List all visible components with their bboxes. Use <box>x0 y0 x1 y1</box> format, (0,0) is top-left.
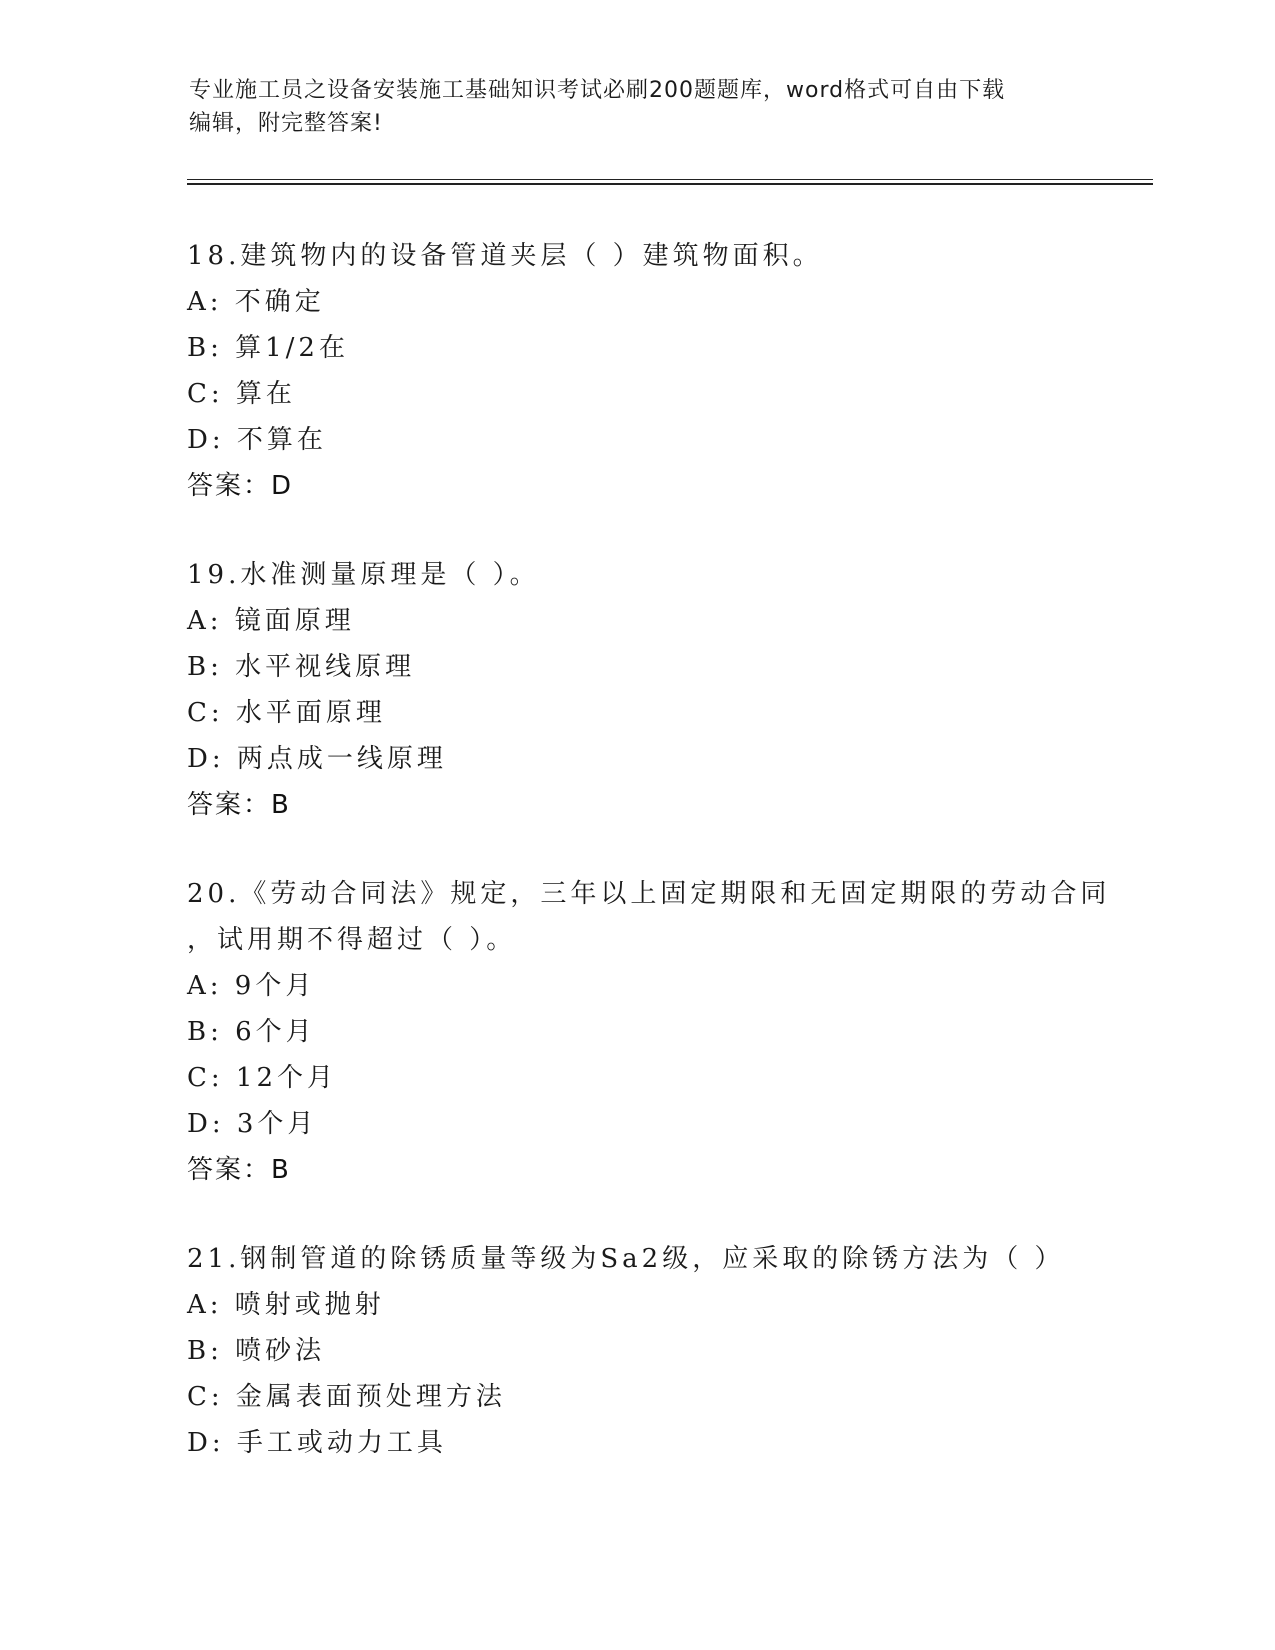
answer-line: 答案：B <box>187 1155 291 1185</box>
option-b: B: 6个月 <box>187 1017 316 1047</box>
header-line-2: 编辑，附完整答案! <box>189 111 383 136</box>
option-d: D: 3个月 <box>187 1109 318 1139</box>
option-a: A: 镜面原理 <box>187 606 355 636</box>
option-c: C: 金属表面预处理方法 <box>187 1382 506 1412</box>
document-header <box>189 74 1089 140</box>
option-d: D: 不算在 <box>187 425 327 455</box>
option-a: A: 9个月 <box>187 971 316 1001</box>
answer-line: 答案：B <box>187 790 291 820</box>
option-c: C: 水平面原理 <box>187 698 386 728</box>
question-stem: 21.钢制管道的除锈质量等级为Sa2级，应采取的除锈方法为（ ） <box>187 1244 1065 1274</box>
option-b: B: 喷砂法 <box>187 1336 326 1366</box>
question-18 <box>187 233 1087 509</box>
option-a: A: 不确定 <box>187 287 325 317</box>
question-21 <box>187 1236 1087 1466</box>
question-stem-line-1: 20.《劳动合同法》规定，三年以上固定期限和无固定期限的劳动合同 <box>187 879 1111 909</box>
question-stem: 18.建筑物内的设备管道夹层（ ）建筑物面积。 <box>187 241 823 271</box>
header-divider-bottom <box>187 183 1153 185</box>
question-stem: 19.水准测量原理是（ ）。 <box>187 560 540 590</box>
answer-line: 答案：D <box>187 471 294 501</box>
question-stem-line-2: ，试用期不得超过（ ）。 <box>187 925 517 955</box>
option-a: A: 喷射或抛射 <box>187 1290 385 1320</box>
option-b: B: 水平视线原理 <box>187 652 416 682</box>
option-b: B: 算1/2在 <box>187 333 349 363</box>
header-line-1: 专业施工员之设备安装施工基础知识考试必刷200题题库，word格式可自由下载 <box>189 78 1006 103</box>
option-d: D: 手工或动力工具 <box>187 1428 447 1458</box>
header-divider-top <box>187 179 1153 180</box>
option-c: C: 12个月 <box>187 1063 338 1093</box>
question-19 <box>187 552 1087 828</box>
option-c: C: 算在 <box>187 379 296 409</box>
option-d: D: 两点成一线原理 <box>187 744 447 774</box>
question-20 <box>187 871 1111 1193</box>
